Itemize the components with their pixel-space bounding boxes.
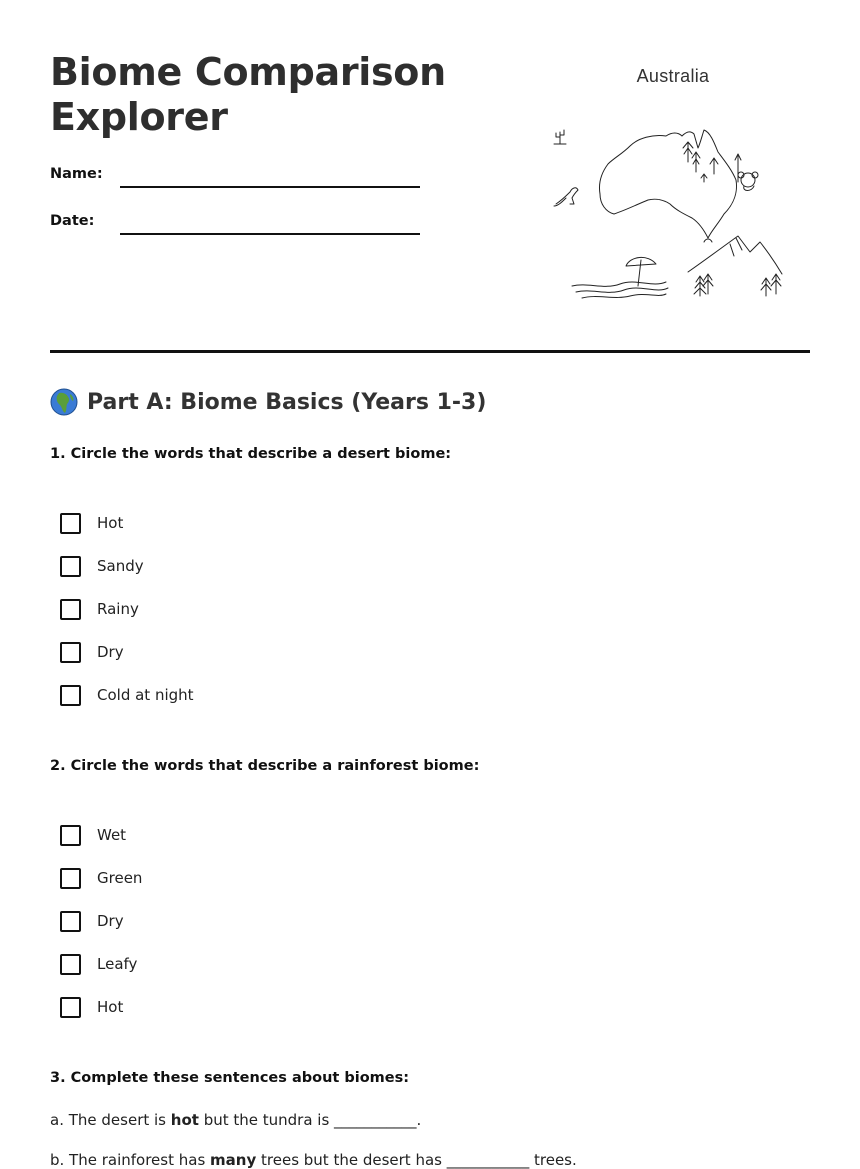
sentence-a[interactable] bbox=[50, 1111, 421, 1129]
checkbox[interactable] bbox=[60, 599, 81, 620]
globe-africa-icon bbox=[50, 388, 78, 416]
date-field[interactable] bbox=[50, 213, 420, 243]
option-label: Wet bbox=[97, 826, 127, 844]
part-a-heading bbox=[50, 388, 486, 416]
checkbox[interactable] bbox=[60, 556, 81, 577]
name-line[interactable] bbox=[120, 186, 420, 188]
q1-option-hot[interactable] bbox=[60, 510, 123, 536]
q2-option-wet[interactable] bbox=[60, 822, 126, 848]
question-1-prompt: 1. Circle the words that describe a desert biome: bbox=[50, 446, 452, 462]
q1-option-rainy[interactable] bbox=[60, 596, 139, 622]
option-label: Leafy bbox=[97, 955, 138, 973]
name-label: Name: bbox=[50, 166, 103, 182]
checkbox[interactable] bbox=[60, 513, 81, 534]
question-2-prompt: 2. Circle the words that describe a rainforest biome: bbox=[50, 758, 480, 774]
option-label: Hot bbox=[97, 998, 124, 1016]
q2-option-dry[interactable] bbox=[60, 908, 124, 934]
option-label: Green bbox=[97, 869, 143, 887]
sentence-a-end: but the tundra is ___________. bbox=[198, 1111, 422, 1129]
option-label: Rainy bbox=[97, 600, 139, 618]
checkbox[interactable] bbox=[60, 825, 81, 846]
map-title: Australia bbox=[636, 66, 710, 86]
sentence-b-end: trees but the desert has ___________ trees. bbox=[256, 1151, 577, 1169]
date-line[interactable] bbox=[120, 233, 420, 235]
q1-option-dry[interactable] bbox=[60, 639, 124, 665]
q2-option-leafy[interactable] bbox=[60, 951, 137, 977]
part-a-title: Part A: Biome Basics (Years 1-3) bbox=[87, 389, 487, 415]
checkbox[interactable] bbox=[60, 911, 81, 932]
sentence-b-start: b. The rainforest has bbox=[50, 1151, 211, 1169]
sentence-b[interactable] bbox=[50, 1151, 577, 1169]
option-label: Sandy bbox=[97, 557, 144, 575]
checkbox[interactable] bbox=[60, 954, 81, 975]
q2-option-green[interactable] bbox=[60, 865, 142, 891]
title-line-1: Biome Comparison bbox=[50, 50, 446, 94]
date-label: Date: bbox=[50, 213, 95, 229]
option-label: Dry bbox=[97, 912, 124, 930]
q2-option-hot[interactable] bbox=[60, 994, 123, 1020]
option-label: Hot bbox=[97, 514, 124, 532]
sentence-a-bold: hot bbox=[170, 1111, 199, 1129]
option-label: Dry bbox=[97, 643, 124, 661]
checkbox[interactable] bbox=[60, 642, 81, 663]
australia-map-illustration bbox=[548, 118, 793, 304]
checkbox[interactable] bbox=[60, 868, 81, 889]
q1-option-cold-at-night[interactable] bbox=[60, 682, 194, 708]
page-title bbox=[50, 50, 446, 140]
checkbox[interactable] bbox=[60, 997, 81, 1018]
sentence-b-bold: many bbox=[210, 1151, 257, 1169]
question-3-prompt: 3. Complete these sentences about biomes: bbox=[50, 1070, 410, 1086]
name-field[interactable] bbox=[50, 166, 420, 196]
checkbox[interactable] bbox=[60, 685, 81, 706]
sentence-a-start: a. The desert is bbox=[50, 1111, 171, 1129]
q1-option-sandy[interactable] bbox=[60, 553, 144, 579]
option-label: Cold at night bbox=[97, 686, 194, 704]
header-divider bbox=[50, 350, 810, 353]
title-line-2: Explorer bbox=[50, 95, 228, 139]
